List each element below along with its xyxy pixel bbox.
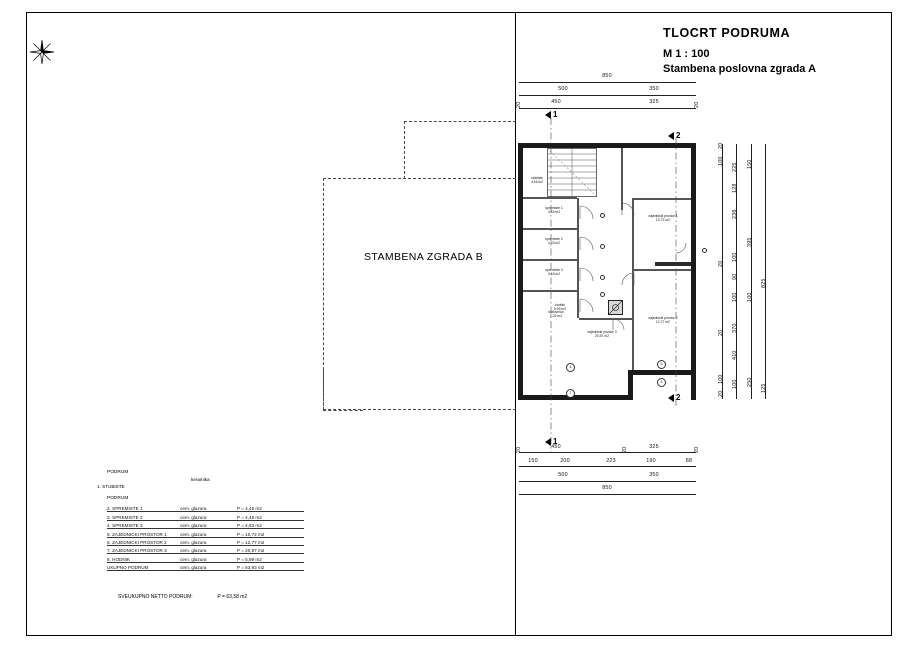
legend-group1-finish: keramika bbox=[191, 477, 210, 482]
table-row: 7. ZAJEDNICKI PROSTOR 3 cem. glazura P = 20,57 m2 bbox=[107, 545, 304, 553]
table-row: 5. ZAJEDNICKI PROSTOR 1 cem. glazura P = 10,72 m2 bbox=[107, 529, 304, 537]
dim-bottom-edge-c: 20 bbox=[694, 446, 700, 454]
legend-group2-title: PODRUM bbox=[107, 496, 129, 501]
dim-bottom-row2-e: 88 bbox=[685, 458, 693, 464]
grand-total bbox=[118, 594, 247, 600]
dim-top-row2-b: 325 bbox=[649, 99, 659, 105]
section-marker-2-bottom: 2 bbox=[668, 393, 680, 402]
dim-right-c2-7: 370 bbox=[732, 323, 738, 333]
dim-top-row1-a: 500 bbox=[558, 86, 568, 92]
room-label-spremiste-2: spremiste 2 4,63 m2 bbox=[545, 237, 563, 246]
dim-right-c1-1: 20 bbox=[718, 142, 724, 150]
detail-callout-a: 7 bbox=[566, 389, 575, 398]
dim-bottom-edge-b: 20 bbox=[622, 446, 628, 454]
dim-right-c1-4: 20 bbox=[718, 329, 724, 337]
dim-bottom-row1-line bbox=[519, 452, 696, 453]
table-row: 6. ZAJEDNICKI PROSTOR 2 cem. glazura P = 12,77 m2 bbox=[107, 537, 304, 545]
dim-right-c1-6: 20 bbox=[718, 390, 724, 398]
dim-top-overall-line bbox=[519, 82, 696, 83]
dim-top-row2-a: 450 bbox=[551, 99, 561, 105]
dim-right-col3-line bbox=[751, 144, 752, 399]
section-arrow-icon bbox=[668, 132, 674, 140]
dim-bottom-row1-a: 450 bbox=[551, 444, 561, 450]
dim-bottom-row2-c: 223 bbox=[606, 458, 616, 464]
dim-bottom-row3-line bbox=[519, 481, 696, 482]
dim-bottom-row2-b: 200 bbox=[560, 458, 570, 464]
detail-callout-c: 5 bbox=[657, 360, 666, 369]
dim-bottom-row1-b: 325 bbox=[649, 444, 659, 450]
table-row: 4. SPREMISTE 3 cem. glazura P = 4,63 m2 bbox=[107, 520, 304, 528]
section-arrow-icon bbox=[545, 111, 551, 119]
grand-total-label: SVEUKUPNO NETTO PODRUM: bbox=[118, 594, 193, 600]
dim-bottom-row3-b: 350 bbox=[649, 472, 659, 478]
detail-callout-d: 4 bbox=[657, 378, 666, 387]
dim-right-c1-3: 20 bbox=[718, 260, 724, 268]
room-label-zajednicki-2: zajednicki prostor 2 12,77 m2 bbox=[648, 316, 678, 325]
dim-right-c2-4: 100 bbox=[732, 252, 738, 262]
dim-bottom-row2-line bbox=[519, 466, 696, 467]
dim-right-c3-1: 150 bbox=[747, 159, 753, 169]
room-label-spremiste-3: spremiste 3 4,63 m2 bbox=[545, 268, 563, 277]
dim-top-edge-b: 20 bbox=[694, 101, 700, 109]
dim-right-c3-3: 100 bbox=[747, 292, 753, 302]
dim-bottom-row2-a: 150 bbox=[528, 458, 538, 464]
dim-top-overall-value: 850 bbox=[602, 73, 612, 79]
dim-right-c2-2: 128 bbox=[732, 183, 738, 193]
grand-total-value: P = 63,58 m2 bbox=[217, 594, 248, 600]
dim-bottom-edge-a: 20 bbox=[516, 446, 522, 454]
detail-callout-b: 6 bbox=[566, 363, 575, 372]
drawing-scale: M 1 : 100 bbox=[663, 48, 710, 60]
dim-right-c2-3: 238 bbox=[732, 209, 738, 219]
table-row-total: UKUPNO PODRUM cem. glazura P = 63,93 m2 bbox=[107, 562, 304, 570]
dim-bottom-row3-a: 500 bbox=[558, 472, 568, 478]
dim-right-c1-2: 100 bbox=[718, 156, 724, 166]
room-label-zajednicki-1: zajednicki prostor 1 10,72 m2 bbox=[648, 214, 678, 223]
dim-right-c4-2: 125 bbox=[761, 383, 767, 393]
room-label-spremiste-1: spremiste 1 4,45 m2 bbox=[545, 206, 563, 215]
section-marker-1-top: 1 bbox=[545, 110, 557, 119]
dim-right-c2-5: 90 bbox=[732, 273, 738, 281]
dim-right-c2-1: 225 bbox=[732, 162, 738, 172]
dim-top-row2-line bbox=[519, 108, 696, 109]
section-arrow-icon bbox=[668, 394, 674, 402]
dim-bottom-row2-d: 190 bbox=[646, 458, 656, 464]
room-label-stubiste: stubiste 4,45 m2 bbox=[530, 176, 544, 185]
drawing-title: TLOCRT PODRUMA bbox=[663, 26, 791, 40]
dim-top-row1-b: 350 bbox=[649, 86, 659, 92]
dim-right-col1-line bbox=[722, 144, 723, 399]
section-marker-1-bottom: 1 bbox=[545, 437, 557, 446]
dim-right-c3-4: 250 bbox=[747, 377, 753, 387]
dim-bottom-overall-line bbox=[519, 494, 696, 495]
section-marker-2-top: 2 bbox=[668, 131, 680, 140]
dim-bottom-overall-value: 850 bbox=[602, 485, 612, 491]
dim-right-c4-1: 825 bbox=[761, 278, 767, 288]
legend-row-stubiste: 1. STUBISTE bbox=[97, 484, 125, 489]
legend-group1-title: PODRUM bbox=[107, 470, 129, 475]
building-name: Stambena poslovna zgrada A bbox=[663, 63, 817, 75]
neighbour-building-label: STAMBENA ZGRADA B bbox=[364, 251, 484, 263]
table-row: 3. SPREMISTE 2 cem. glazura P = 4,45 m2 bbox=[107, 512, 304, 520]
dim-top-edge-a: 20 bbox=[516, 101, 522, 109]
room-label-hodnik: hodnik 5,99 m2 bbox=[553, 303, 567, 312]
room-label-zajednicki-3: zajednicki prostor 3 20,57 m2 bbox=[587, 330, 617, 339]
dim-right-c2-8: 410 bbox=[732, 350, 738, 360]
legend-table bbox=[107, 504, 317, 571]
dim-right-c1-5: 100 bbox=[718, 374, 724, 384]
dim-right-c3-2: 395 bbox=[747, 237, 753, 247]
table-row: 2. SPREMISTE 1 cem. glazura P = 4,45 m2 bbox=[107, 504, 304, 512]
dim-top-row1-line bbox=[519, 95, 696, 96]
dim-right-c2-9: 100 bbox=[732, 379, 738, 389]
dim-right-c2-6: 100 bbox=[732, 292, 738, 302]
room-label-kotlovnica: kotlovnica 2,02 m2 bbox=[548, 310, 564, 319]
table-row: 8. HODNIK cem. glazura P = 5,99 m2 bbox=[107, 554, 304, 562]
